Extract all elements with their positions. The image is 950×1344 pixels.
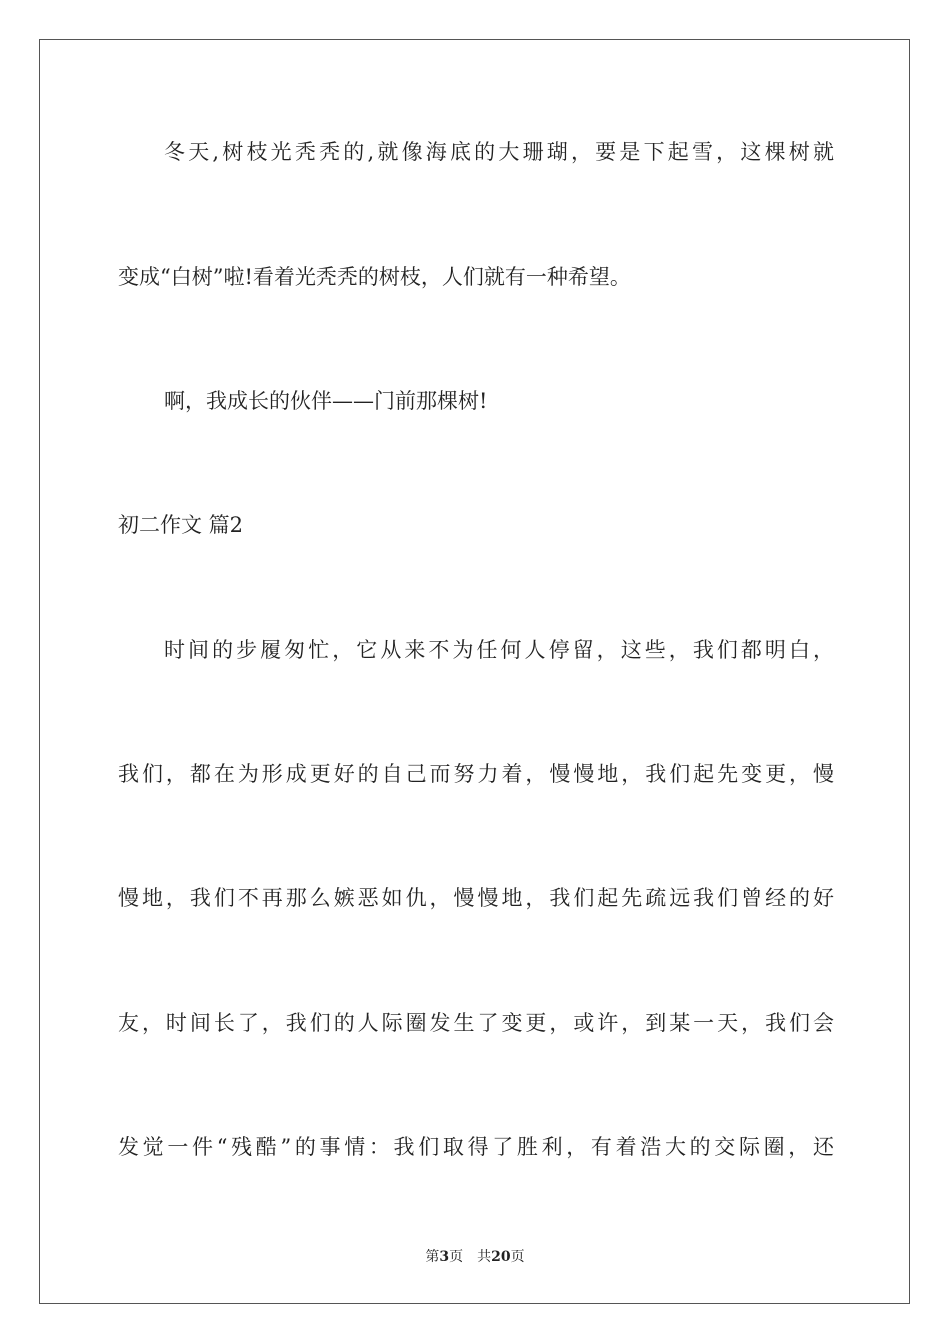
footer-page-prefix: 第 (425, 1249, 440, 1265)
page-frame (39, 39, 910, 1304)
page-footer (0, 1247, 950, 1267)
footer-page-suffix: 页 (449, 1249, 464, 1265)
footer-page-total: 20 (491, 1249, 511, 1265)
paragraph-3-line-2: 我们，都在为形成更好的自己而努力着，慢慢地，我们起先变更，慢 (118, 762, 834, 786)
paragraph-3-line-3: 慢地，我们不再那么嫉恶如仇，慢慢地，我们起先疏远我们曾经的好 (118, 886, 834, 910)
paragraph-3-line-4: 友，时间长了，我们的人际圈发生了变更，或许，到某一天，我们会 (118, 1011, 834, 1035)
footer-page-current: 3 (439, 1249, 450, 1265)
footer-total-suffix: 页 (510, 1249, 525, 1265)
footer-total-prefix: 共 (477, 1249, 492, 1265)
paragraph-2-line-1: 啊，我成长的伙伴——门前那棵树! (164, 389, 488, 413)
paragraph-3-line-1: 时间的步履匆忙，它从来不为任何人停留，这些，我们都明白， (164, 638, 834, 662)
section-heading: 初二作文 篇2 (118, 513, 244, 537)
paragraph-1-line-1: 冬天,树枝光秃秃的,就像海底的大珊瑚，要是下起雪，这棵树就 (164, 140, 834, 164)
paragraph-1-line-2: 变成“白树”啦!看着光秃秃的树枝，人们就有一种希望。 (118, 265, 631, 289)
paragraph-3-line-5: 发觉一件“残酷”的事情：我们取得了胜利，有着浩大的交际圈，还 (118, 1135, 834, 1159)
